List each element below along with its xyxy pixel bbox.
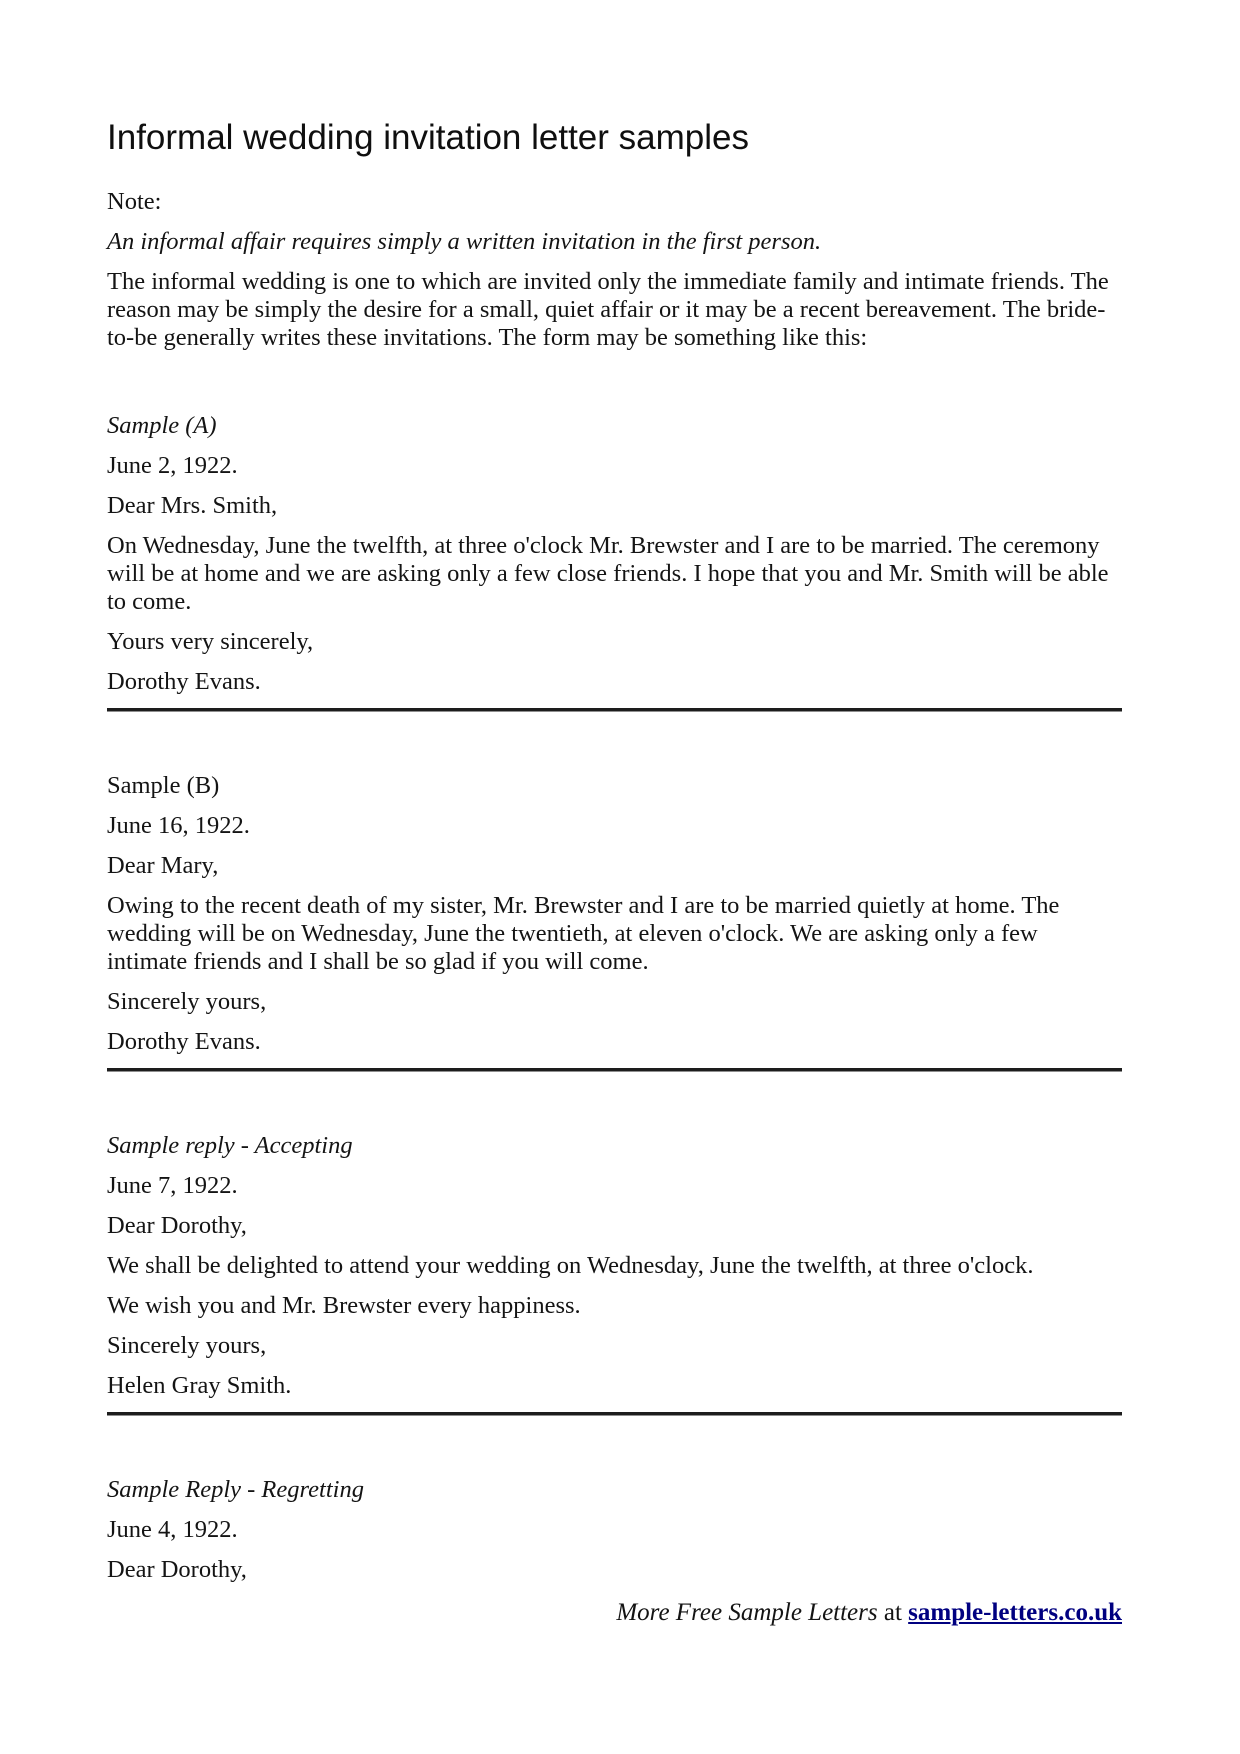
section-divider <box>107 1068 1122 1072</box>
letter-sample-section <box>107 772 1122 1072</box>
sample-letters-link[interactable]: sample-letters.co.uk <box>908 1599 1122 1626</box>
letter-line: We wish you and Mr. Brewster every happiness. <box>107 1292 581 1320</box>
letter-line: Owing to the recent death of my sister, Mr. Brewster and I are to be married quietly at home. The wedding will be on Wednesday, June the twentieth, at eleven o'clock. We are asking only a few intimate friends and I shall be so glad if you will come. <box>107 892 1060 976</box>
letter-line: Dear Dorothy, <box>107 1556 247 1584</box>
sample-heading: Sample (A) <box>107 412 217 440</box>
letter-line: June 2, 1922. <box>107 452 238 480</box>
letter-line: On Wednesday, June the twelfth, at three o'clock Mr. Brewster and I are to be married. The ceremony will be at home and we are asking only a few close friends. I hope that you and Mr. Smith will be able to come. <box>107 532 1109 616</box>
page-footer <box>616 1598 1122 1628</box>
note-label: Note: <box>107 188 162 216</box>
section-divider <box>107 708 1122 712</box>
letter-sample-section <box>107 412 1122 712</box>
letter-line: June 16, 1922. <box>107 812 250 840</box>
letter-line: Sincerely yours, <box>107 1332 267 1360</box>
intro-paragraph: The informal wedding is one to which are invited only the immediate family and intimate friends. The reason may be simply the desire for a small, quiet affair or it may be a recent bereavement. The bride-to-be generally writes these invitations. The form may be something like this: <box>107 268 1109 352</box>
letter-sample-section <box>107 1476 1122 1584</box>
letter-line: Yours very sincerely, <box>107 628 314 656</box>
letter-line: June 7, 1922. <box>107 1172 238 1200</box>
footer-more-text: More Free Sample Letters <box>616 1599 878 1626</box>
section-divider <box>107 1412 1122 1416</box>
letter-line: We shall be delighted to attend your wedding on Wednesday, June the twelfth, at three o'clock. <box>107 1252 1034 1280</box>
letter-line: Sincerely yours, <box>107 988 267 1016</box>
letter-line: Helen Gray Smith. <box>107 1372 292 1400</box>
letter-line: June 4, 1922. <box>107 1516 238 1544</box>
letter-line: Dear Mrs. Smith, <box>107 492 278 520</box>
letter-sample-section <box>107 1132 1122 1416</box>
letter-line: Dorothy Evans. <box>107 1028 261 1056</box>
sample-heading: Sample (B) <box>107 772 220 800</box>
footer-at-text: at <box>877 1599 909 1626</box>
sample-heading: Sample reply - Accepting <box>107 1132 353 1160</box>
letter-line: Dear Mary, <box>107 852 219 880</box>
letter-line: Dear Dorothy, <box>107 1212 247 1240</box>
letter-samples <box>107 412 1122 1584</box>
letter-line: Dorothy Evans. <box>107 668 261 696</box>
note-text: An informal affair requires simply a written invitation in the first person. <box>107 228 822 256</box>
page-title: Informal wedding invitation letter samples <box>107 118 749 157</box>
sample-heading: Sample Reply - Regretting <box>107 1476 364 1504</box>
